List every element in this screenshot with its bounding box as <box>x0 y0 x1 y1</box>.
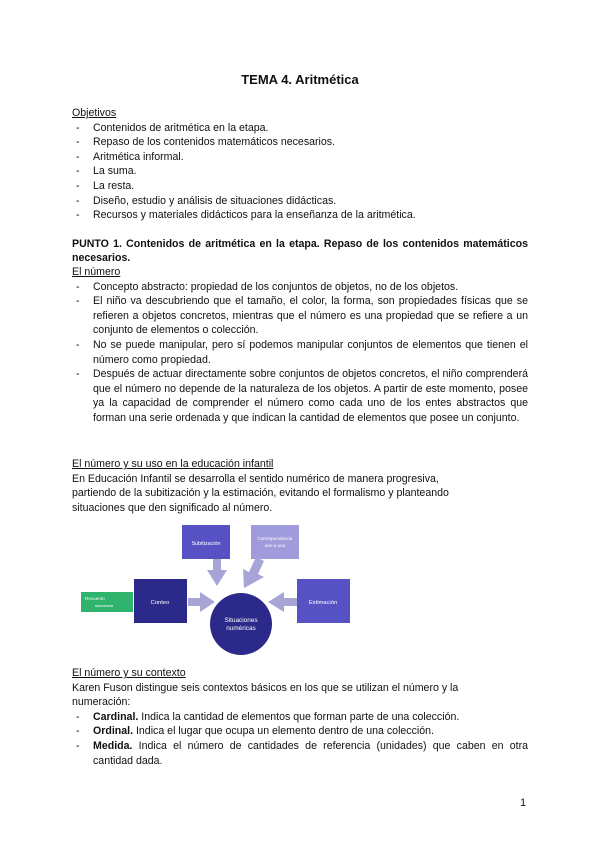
recuento-tag <box>81 592 133 612</box>
recuento-label-2: secuencia <box>95 603 114 608</box>
uso-section <box>72 457 528 515</box>
list-item: - El niño va descubriendo que el tamaño, el color, la forma, son propiedades físicas que se refieren a objetos concretos, mientras que el número es una propiedad que se refiere a un conjunto de elementos o colección. <box>72 294 528 338</box>
term-text: Indica el lugar que ocupa un elemento dentro de una colección. <box>133 725 434 738</box>
contexto-intro-line: numeración: <box>72 696 131 709</box>
uso-line: En Educación Infantil se desarrolla el sentido numérico de manera progresiva, <box>72 472 439 485</box>
contexto-section <box>72 666 528 768</box>
contexto-intro-line: Karen Fuson distingue seis contextos básicos en los que se utilizan el número y la <box>72 681 459 694</box>
term-text: Indica la cantidad de elementos que forman parte de una colección. <box>138 710 460 723</box>
list-item: - Diseño, estudio y análisis de situaciones didácticas. <box>72 194 528 209</box>
list-item: - La suma. <box>72 164 528 179</box>
objetivos-heading: Objetivos <box>72 107 117 119</box>
situaciones-label-1: Situaciones <box>224 617 258 624</box>
situaciones-circle <box>210 593 272 655</box>
estimacion-label: Estimación <box>308 600 338 606</box>
term-ordinal: Ordinal. <box>93 725 134 738</box>
uso-line: situaciones que den significado al número. <box>72 501 273 514</box>
list-item: - La resta. <box>72 179 528 194</box>
term-cardinal: Cardinal. <box>93 710 139 723</box>
list-item: - No se puede manipular, pero sí podemos manipular conjuntos de elementos que tienen el número como propiedad. <box>72 338 528 367</box>
list-item <box>72 724 528 739</box>
correspondencia-label-1: Correspondencia <box>257 536 293 541</box>
arrow-from-subitizacion <box>207 557 227 586</box>
punto1-section <box>72 237 528 426</box>
list-item: - Contenidos de aritmética en la etapa. <box>72 121 528 136</box>
page-number: 1 <box>520 797 526 809</box>
punto1-heading: PUNTO 1. Contenidos de aritmética en la etapa. Repaso de los contenidos matemáticos necesarios. <box>72 238 528 264</box>
numero-list <box>72 280 528 426</box>
objetivos-list <box>72 121 528 223</box>
list-item <box>72 710 528 725</box>
numero-heading: El número <box>72 266 121 278</box>
list-item: - Concepto abstracto: propiedad de los conjuntos de objetos, no de los objetos. <box>72 280 528 295</box>
subitizacion-label: Subitización <box>191 541 221 547</box>
correspondencia-box <box>251 525 299 559</box>
contexto-list <box>72 710 528 768</box>
list-item <box>72 739 528 768</box>
contexto-heading: El número y su contexto <box>72 667 186 679</box>
page-title: TEMA 4. Aritmética <box>241 72 359 87</box>
term-text: Indica el número de cantidades de referencia (unidades) que caben en otra cantidad dada. <box>93 739 528 767</box>
situaciones-label-2: numéricas <box>226 625 256 632</box>
recuento-label-1: Recuento <box>85 596 105 601</box>
term-medida: Medida. <box>93 739 133 752</box>
list-item: - Después de actuar directamente sobre conjuntos de objetos concretos, el niño comprenderá que el número no depende de la naturaleza de los objetos. A partir de este momento, posee ya la capacidad de comprender el número como cada uno de los entes abstractos que forman una serie ordenada y que indican la cantidad de elementos que posee un conjunto. <box>72 367 528 425</box>
arrow-from-conteo <box>188 592 215 612</box>
list-item: - Aritmética informal. <box>72 150 528 165</box>
arrow-from-estimacion <box>268 592 297 612</box>
uso-heading: El número y su uso en la educación infantil <box>72 458 274 470</box>
arrow-from-correspondencia <box>243 557 264 588</box>
list-item: - Repaso de los contenidos matemáticos necesarios. <box>72 135 528 150</box>
conteo-label: Conteo <box>150 600 170 606</box>
uso-line: partiendo de la subitización y la estimación, evitando el formalismo y planteando <box>72 487 449 500</box>
objetivos-section <box>72 106 528 223</box>
numeric-situations-diagram <box>80 520 380 660</box>
correspondencia-label-2: uno a uno <box>264 543 286 548</box>
list-item: - Recursos y materiales didácticos para la enseñanza de la aritmética. <box>72 208 528 223</box>
